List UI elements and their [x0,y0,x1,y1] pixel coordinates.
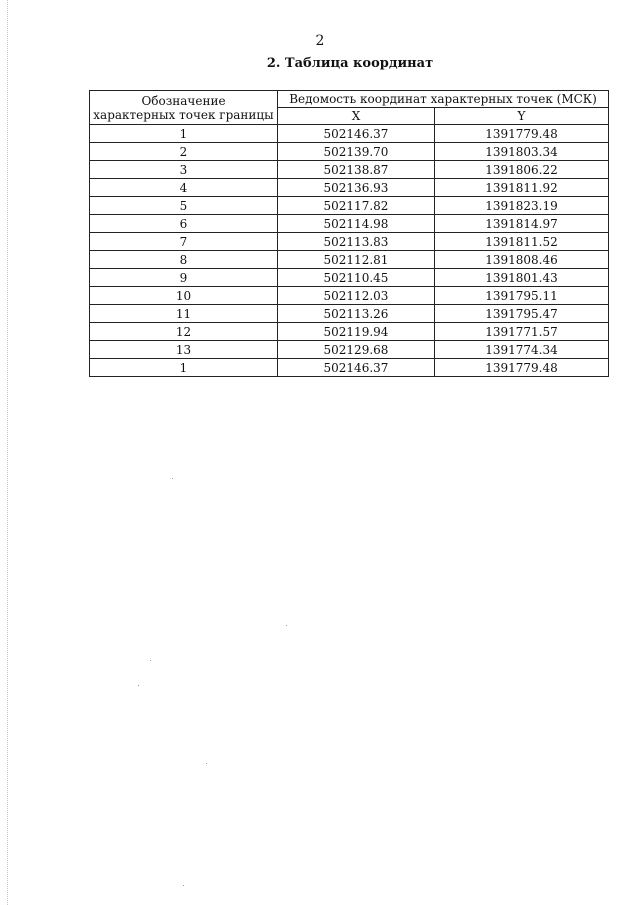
point-cell: 9 [90,269,278,287]
y-cell: 1391823.19 [434,197,608,215]
scan-speck [150,660,151,661]
point-cell: 8 [90,251,278,269]
y-cell: 1391811.52 [434,233,608,251]
point-cell: 10 [90,287,278,305]
y-cell: 1391801.43 [434,269,608,287]
y-cell: 1391795.47 [434,305,608,323]
scan-speck [138,685,139,686]
x-cell: 502110.45 [278,269,435,287]
page-number: 2 [315,33,325,49]
x-cell: 502119.94 [278,323,435,341]
header-points-line2: характерных точек границы [93,107,274,122]
x-cell: 502146.37 [278,359,435,377]
x-cell: 502129.68 [278,341,435,359]
table-row [90,287,609,305]
x-cell: 502138.87 [278,161,435,179]
y-cell: 1391795.11 [434,287,608,305]
scan-speck [183,885,184,886]
point-cell: 1 [90,125,278,143]
x-cell: 502117.82 [278,197,435,215]
point-cell: 11 [90,305,278,323]
table-row [90,179,609,197]
point-cell: 3 [90,161,278,179]
coordinates-table [89,90,609,377]
table-row [90,305,609,323]
point-cell: 12 [90,323,278,341]
table-row [90,251,609,269]
table-row [90,125,609,143]
table-row [90,341,609,359]
y-cell: 1391803.34 [434,143,608,161]
table-row [90,197,609,215]
table-row [90,269,609,287]
scan-speck [286,625,287,626]
header-x-cell: X [278,108,435,125]
header-coords-cell: Ведомость координат характерных точек (МСК) [278,91,609,108]
point-cell: 1 [90,359,278,377]
table-row [90,233,609,251]
y-cell: 1391779.48 [434,359,608,377]
x-cell: 502112.81 [278,251,435,269]
table-row [90,215,609,233]
x-cell: 502146.37 [278,125,435,143]
y-cell: 1391808.46 [434,251,608,269]
x-cell: 502113.26 [278,305,435,323]
x-cell: 502136.93 [278,179,435,197]
x-cell: 502113.83 [278,233,435,251]
table-row [90,143,609,161]
left-margin-scan-marks [7,0,9,905]
scan-speck [172,478,173,479]
page-title: 2. Таблица координат [266,56,434,71]
header-points-line1: Обозначение [141,93,226,108]
point-cell: 7 [90,233,278,251]
y-cell: 1391811.92 [434,179,608,197]
table-row [90,359,609,377]
scan-speck [206,763,207,764]
y-cell: 1391779.48 [434,125,608,143]
table-header-row [90,91,609,108]
y-cell: 1391774.34 [434,341,608,359]
header-points-cell [90,91,278,125]
header-y-cell: Y [434,108,608,125]
y-cell: 1391814.97 [434,215,608,233]
point-cell: 13 [90,341,278,359]
y-cell: 1391806.22 [434,161,608,179]
x-cell: 502139.70 [278,143,435,161]
x-cell: 502112.03 [278,287,435,305]
point-cell: 6 [90,215,278,233]
table-row [90,161,609,179]
table-row [90,323,609,341]
point-cell: 5 [90,197,278,215]
point-cell: 4 [90,179,278,197]
x-cell: 502114.98 [278,215,435,233]
point-cell: 2 [90,143,278,161]
y-cell: 1391771.57 [434,323,608,341]
